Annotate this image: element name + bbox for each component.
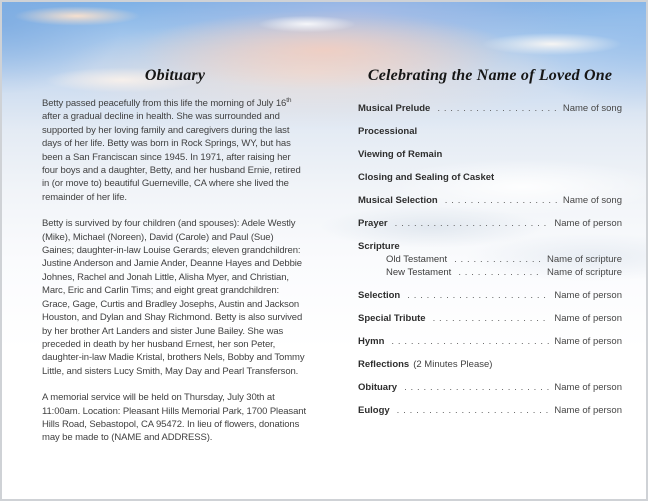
program-row-prayer — [358, 217, 622, 230]
program-row-scripture — [358, 240, 622, 279]
program-row-obituary — [358, 381, 622, 394]
program-item-label: Old Testament — [386, 254, 448, 265]
obituary-paragraph-1 — [42, 97, 308, 204]
dotted-leader — [404, 381, 549, 394]
program-item-value: Name of scripture — [547, 267, 622, 279]
program-item-label: Prayer — [358, 218, 388, 229]
obituary-paragraph-2: Betty is survived by four children (and spouses): Adele Westly (Mike), Michael (Noreen), David (Carole) and Paul (Sue) Gaines; daughter-in-law Louise Gerards; eleven grandchildren: Justine Anderson and Jamie Ander, Deanne Hayes and Debbie Johnes, Rachel and Jonah Little, Alisha Myer, and Christian, Marc, Eric and Carlin Tims; and eight great grandchildren: Grace, Gage, Curtis and Bradley Josephs, Austin and Jackson Houston, and Dylan and Shay Richmond. Betty is also survived by her brother Art Landers and sister June Bailey. She was preceded in death by her husband Ernest, her son Peter, daughter-in-law Madie Kristal, brothers Nels, Bobby and Tommy Little, and sisters Lucy Smith, May Day and Pearl Transferson. — [42, 218, 305, 377]
program-item-label: Closing and Sealing of Casket — [358, 172, 495, 183]
program-item-label: Reflections — [358, 359, 410, 371]
program-row-hymn — [358, 335, 622, 348]
program-subrow-new-testament — [358, 266, 622, 279]
program-item-value: Name of person — [554, 290, 622, 302]
program-item-label: Special Tribute — [358, 313, 426, 325]
program-row-eulogy — [358, 404, 622, 417]
program-item-label: Processional — [358, 126, 418, 137]
program-list — [358, 102, 622, 417]
program-item-label: Eulogy — [358, 405, 390, 417]
program-row-musical-selection — [358, 194, 622, 207]
ordinal-superscript: th — [286, 96, 292, 104]
program-row-closing-and-sealing — [358, 171, 622, 184]
program-item-value: Name of song — [562, 103, 622, 114]
program-item-value: Name of person — [554, 313, 622, 325]
dotted-leader — [433, 312, 550, 325]
program-row-processional — [358, 125, 622, 138]
program-item-suffix: (2 Minutes Please) — [413, 359, 493, 371]
program-item-label: Viewing of Remain — [358, 149, 443, 160]
program-item-label: Selection — [358, 290, 401, 302]
dotted-leader — [391, 335, 549, 348]
dotted-leader — [407, 289, 549, 302]
program-item-label: Musical Selection — [358, 195, 438, 206]
dotted-leader — [397, 404, 550, 417]
program-item-value: Name of song — [562, 195, 622, 206]
dotted-leader — [395, 217, 550, 230]
program-item-value: Name of person — [554, 218, 622, 229]
dotted-leader — [437, 102, 558, 115]
program-row-reflections — [358, 358, 622, 371]
program-row-viewing-of-remain — [358, 148, 622, 161]
dotted-leader — [454, 253, 542, 266]
obituary-page — [42, 66, 308, 458]
program-row-musical-prelude — [358, 102, 622, 115]
obituary-paragraph-1-text: Betty passed peacefully from this life the morning of July 16 — [42, 98, 287, 109]
obituary-paragraph-1-rest: after a gradual decline in health. She was surrounded and supported by her loving family and caregivers during the last days of her life. Betty was born in Rock Springs, WY, but has been a San Franciscan since 1945. In 1971, after raising her four boys and a daughter, Betty, and her husband Ernie, retired in (or move to) beautiful Guerneville, CA where she lived the remainder of her life. — [42, 111, 301, 203]
program-item-value: Name of person — [554, 405, 622, 417]
scripture-sub-rows — [358, 253, 622, 279]
dotted-leader — [458, 266, 542, 279]
program-item-label: New Testament — [386, 267, 452, 279]
program-row-selection — [358, 289, 622, 302]
program-item-label: Obituary — [358, 382, 398, 394]
obituary-title: Obituary — [144, 67, 206, 84]
service-title: Celebrating the Name of Loved One — [367, 67, 613, 84]
dotted-leader — [445, 194, 558, 207]
order-of-service-page — [358, 66, 622, 427]
program-subrow-old-testament — [358, 253, 622, 266]
program-item-label: Hymn — [358, 336, 385, 348]
obituary-paragraph-3: A memorial service will be held on Thursday, July 30th at 11:00am. Location: Pleasant Hills Memorial Park, 1700 Pleasant Hills Road, Sebastopol, CA 95472. In lieu of flowers, donations may be made to (NAME and ADDRESS). — [42, 392, 306, 444]
program-item-value: Name of person — [554, 382, 622, 394]
program-item-label: Musical Prelude — [358, 103, 431, 114]
program-item-value: Name of scripture — [547, 254, 622, 265]
program-item-value: Name of person — [554, 336, 622, 348]
program-item-label: Scripture — [358, 241, 400, 252]
program-row-special-tribute — [358, 312, 622, 325]
scripture-header-row — [358, 240, 622, 253]
